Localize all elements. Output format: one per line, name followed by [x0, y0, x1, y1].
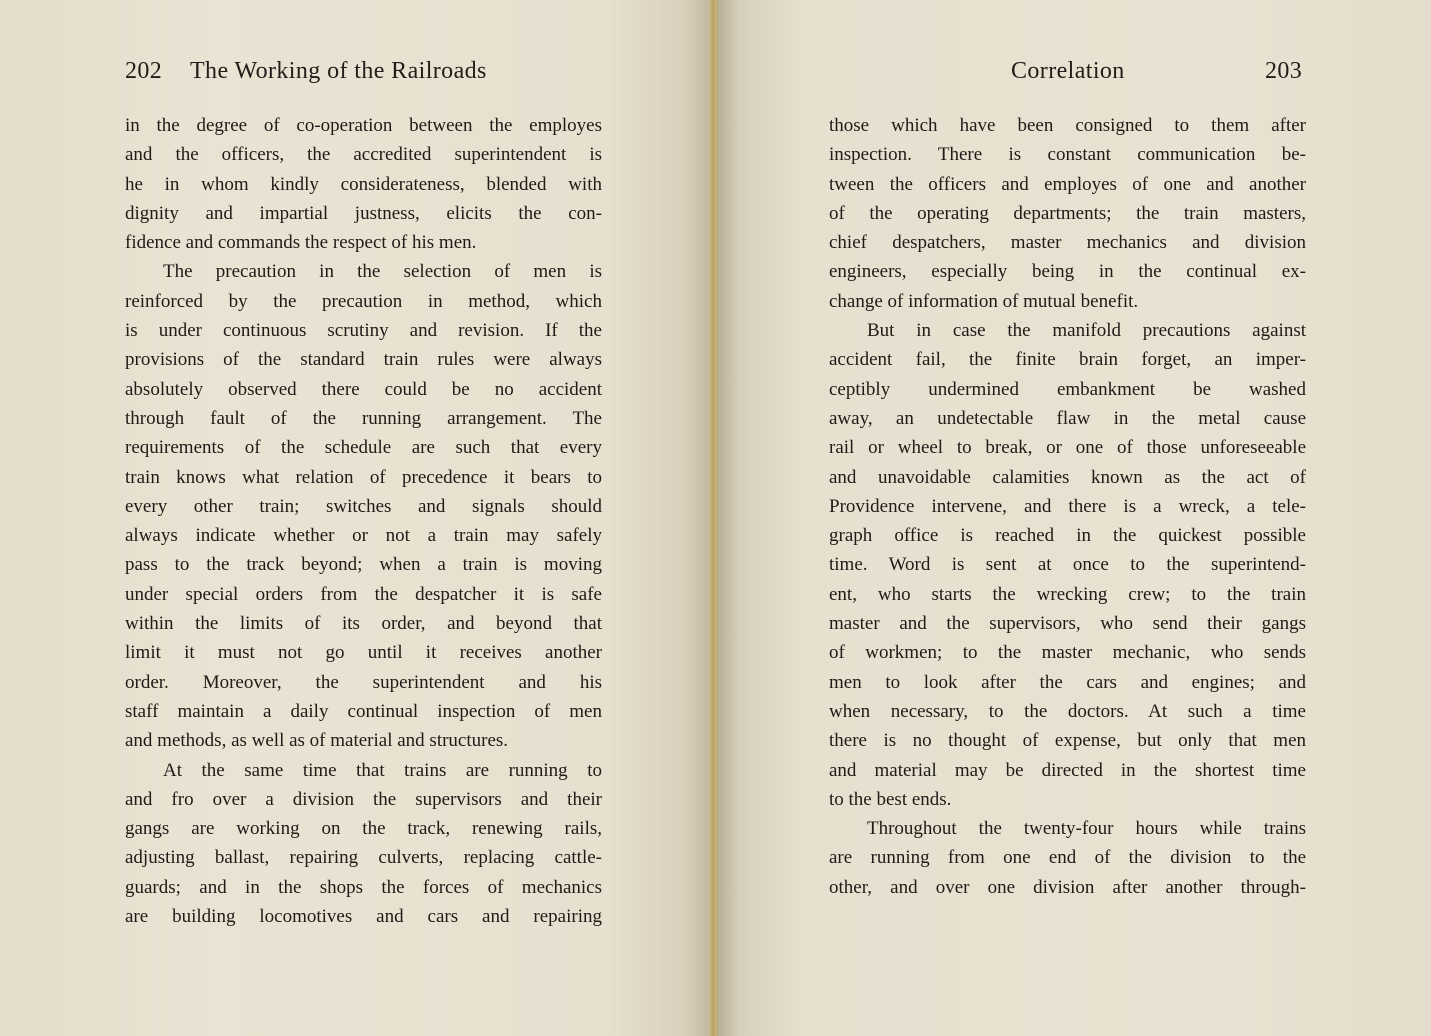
- body-text: [829, 111, 1306, 902]
- text-line: within the limits of its order, and beyond that: [125, 613, 602, 635]
- text-line: and the officers, the accredited superintendent is: [125, 144, 602, 166]
- text-line: train knows what relation of precedence it bears to: [125, 466, 602, 488]
- text-line: gangs are working on the track, renewing rails,: [125, 818, 602, 840]
- text-line: when necessary, to the doctors. At such a time: [829, 700, 1306, 722]
- text-line: dignity and impartial justness, elicits the con-: [125, 202, 602, 224]
- text-line: accident fail, the finite brain forget, an imper-: [829, 349, 1306, 371]
- text-line: time. Word is sent at once to the superintend-: [829, 554, 1306, 576]
- text-line: there is no thought of expense, but only that men: [829, 730, 1306, 752]
- text-line: rail or wheel to break, or one of those unforeseeable: [829, 437, 1306, 459]
- text-line: he in whom kindly considerateness, blended with: [125, 173, 602, 195]
- text-line: of the operating departments; the train masters,: [829, 202, 1306, 224]
- text-line: provisions of the standard train rules were always: [125, 349, 602, 371]
- text-line: and material may be directed in the shortest time: [829, 759, 1306, 781]
- text-line: change of information of mutual benefit.: [829, 290, 1139, 312]
- running-head: Correlation: [1011, 58, 1125, 84]
- text-line: are building locomotives and cars and repairing: [125, 906, 602, 928]
- text-line: ceptibly undermined embankment be washed: [829, 378, 1306, 400]
- text-line: of workmen; to the master mechanic, who sends: [829, 642, 1306, 664]
- body-text: [125, 111, 602, 931]
- text-line: to the best ends.: [829, 788, 952, 810]
- text-line: through fault of the running arrangement. The: [125, 407, 602, 429]
- text-line: under special orders from the despatcher it is safe: [125, 583, 602, 605]
- text-line: tween the officers and employes of one and another: [829, 173, 1306, 195]
- text-line: At the same time that trains are running to: [163, 759, 602, 781]
- text-line: graph office is reached in the quickest possible: [829, 525, 1306, 547]
- text-line: order. Moreover, the superintendent and his: [125, 671, 602, 693]
- text-line: men to look after the cars and engines; and: [829, 671, 1306, 693]
- text-line: The precaution in the selection of men is: [163, 261, 602, 283]
- text-line: But in case the manifold precautions against: [867, 320, 1306, 342]
- text-line: those which have been consigned to them after: [829, 115, 1306, 136]
- text-line: and unavoidable calamities known as the act of: [829, 466, 1306, 488]
- page-number: 203: [1265, 58, 1303, 84]
- text-line: inspection. There is constant communication be-: [829, 144, 1306, 166]
- right-page: [718, 0, 1431, 1036]
- text-line: Throughout the twenty-four hours while trains: [867, 818, 1306, 840]
- text-line: reinforced by the precaution in method, which: [125, 290, 602, 312]
- text-line: requirements of the schedule are such that every: [125, 437, 602, 459]
- text-line: in the degree of co-operation between the employes: [125, 115, 602, 136]
- text-line: always indicate whether or not a train may safely: [125, 525, 602, 547]
- text-line: is under continuous scrutiny and revision. If the: [125, 320, 602, 342]
- text-line: Providence intervene, and there is a wreck, a tele-: [829, 495, 1306, 517]
- text-line: are running from one end of the division to the: [829, 847, 1306, 869]
- text-line: chief despatchers, master mechanics and division: [829, 232, 1306, 254]
- text-line: absolutely observed there could be no accident: [125, 378, 602, 400]
- text-line: and fro over a division the supervisors and their: [125, 788, 602, 810]
- text-line: master and the supervisors, who send their gangs: [829, 613, 1306, 635]
- page-number: 202: [125, 58, 163, 84]
- text-line: engineers, especially being in the continual ex-: [829, 261, 1306, 283]
- text-line: limit it must not go until it receives another: [125, 642, 602, 664]
- text-line: pass to the track beyond; when a train is moving: [125, 554, 602, 576]
- text-line: guards; and in the shops the forces of mechanics: [125, 876, 602, 898]
- text-line: away, an undetectable flaw in the metal cause: [829, 407, 1306, 429]
- text-line: other, and over one division after another through-: [829, 876, 1306, 898]
- text-line: staff maintain a daily continual inspection of men: [125, 700, 602, 722]
- text-line: adjusting ballast, repairing culverts, replacing cattle-: [125, 847, 602, 869]
- left-page: [0, 0, 713, 1036]
- text-line: every other train; switches and signals should: [125, 495, 602, 517]
- text-line: ent, who starts the wrecking crew; to the train: [829, 583, 1306, 605]
- text-line: fidence and commands the respect of his men.: [125, 232, 477, 254]
- running-head: The Working of the Railroads: [190, 58, 487, 84]
- text-line: and methods, as well as of material and structures.: [125, 730, 509, 752]
